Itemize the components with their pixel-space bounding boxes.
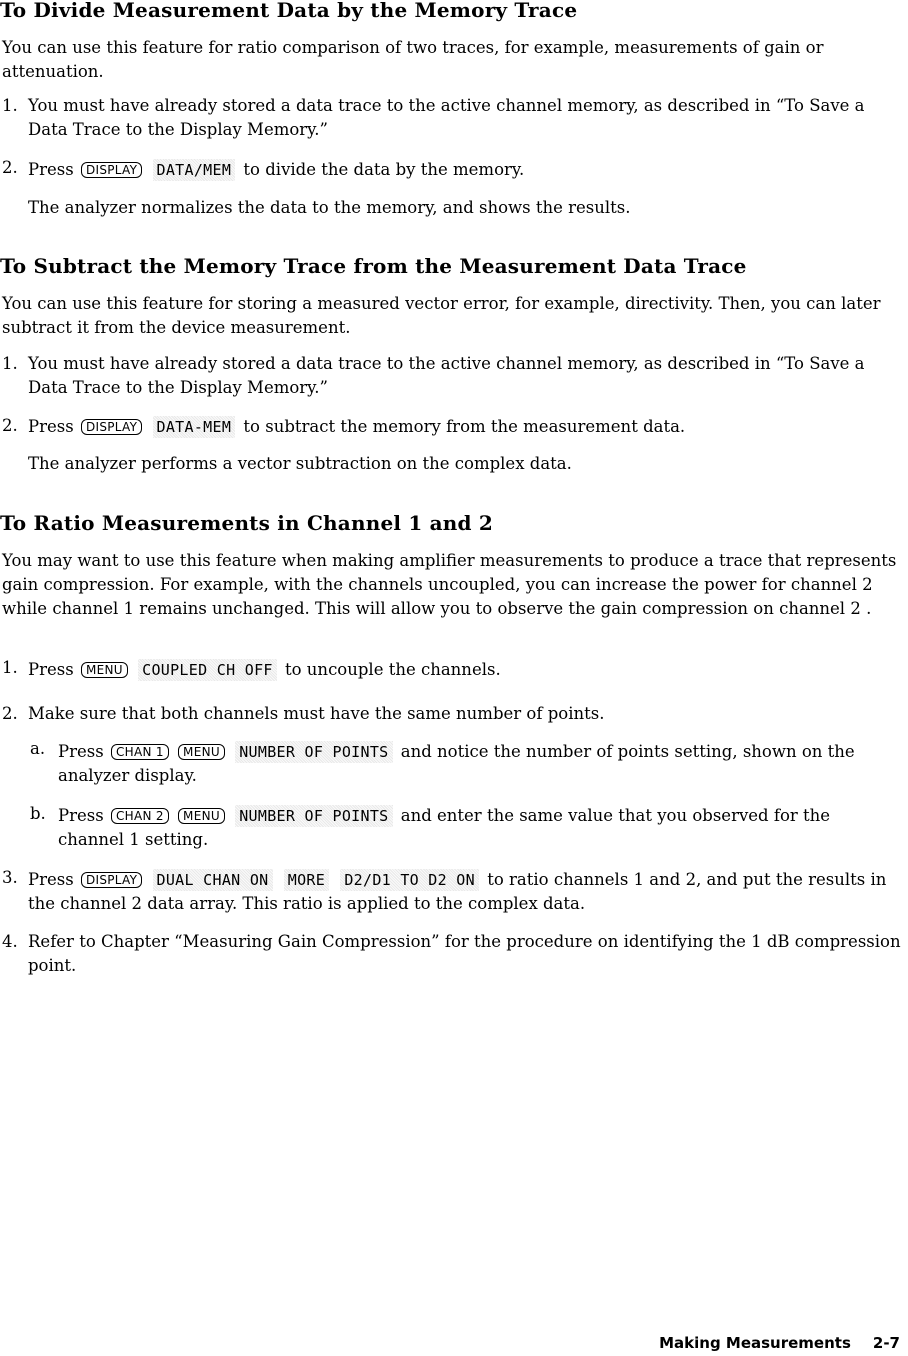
step-instruction xyxy=(28,415,904,439)
step-result: The analyzer performs a vector subtraction on the complex data. xyxy=(28,454,572,473)
step-number: 1. xyxy=(2,658,18,677)
step-number: 1. xyxy=(2,354,18,373)
step-text: to divide the data by the memory. xyxy=(243,160,525,179)
footer-chapter-title: Making Measurements xyxy=(659,1334,851,1352)
substep-text: and notice the number of points setting, shown on the analyzer display. xyxy=(58,742,855,785)
menu-hardkey[interactable]: MENU xyxy=(178,808,225,824)
press-label: Press xyxy=(28,417,74,436)
display-hardkey[interactable]: DISPLAY xyxy=(81,419,142,435)
step-text: to subtract the memory from the measurement data. xyxy=(243,417,686,436)
step-number: 3. xyxy=(2,868,18,887)
step-text: Refer to Chapter “Measuring Gain Compression” for the procedure on identifying the 1 dB compression point. xyxy=(28,932,901,975)
step-number: 2. xyxy=(2,704,18,723)
section-heading-divide: To Divide Measurement Data by the Memory Trace xyxy=(0,0,578,22)
data-minus-mem-softkey[interactable]: DATA-MEM xyxy=(153,416,236,438)
press-label: Press xyxy=(28,870,74,889)
step-instruction xyxy=(28,158,904,182)
step-number: 2. xyxy=(2,158,18,177)
menu-hardkey[interactable]: MENU xyxy=(81,662,128,678)
substep-instruction xyxy=(58,740,908,788)
step-text: to ratio channels 1 and 2, and put the results in the channel 2 data array. This ratio is applied to the complex data. xyxy=(28,870,887,913)
section-intro: You can use this feature for storing a measured vector error, for example, directivity. Then, you can later subtract it from the device measurement. xyxy=(2,294,881,337)
step-text: to uncouple the channels. xyxy=(285,660,501,679)
page-footer xyxy=(659,1334,900,1352)
substep-letter: a. xyxy=(30,739,46,758)
press-label: Press xyxy=(58,742,104,761)
number-of-points-softkey[interactable]: NUMBER OF POINTS xyxy=(235,805,392,827)
display-hardkey[interactable]: DISPLAY xyxy=(81,872,142,888)
section-intro: You can use this feature for ratio comparison of two traces, for example, measurements of gain or attenuation. xyxy=(2,38,824,81)
page-number: 2-7 xyxy=(872,1334,900,1352)
step-number: 2. xyxy=(2,416,18,435)
step-number: 4. xyxy=(2,932,18,951)
step-number: 1. xyxy=(2,96,18,115)
press-label: Press xyxy=(28,160,74,179)
substep-text: and enter the same value that you observed for the channel 1 setting. xyxy=(58,806,831,849)
step-text: Make sure that both channels must have the same number of points. xyxy=(28,704,605,723)
chan-2-hardkey[interactable]: CHAN 2 xyxy=(111,808,169,824)
section-heading-subtract: To Subtract the Memory Trace from the Measurement Data Trace xyxy=(0,254,747,278)
coupled-ch-off-softkey[interactable]: COUPLED CH OFF xyxy=(138,659,277,681)
d2-d1-to-d2-on-softkey[interactable]: D2/D1 TO D2 ON xyxy=(340,869,479,891)
menu-hardkey[interactable]: MENU xyxy=(178,744,225,760)
chan-1-hardkey[interactable]: CHAN 1 xyxy=(111,744,169,760)
step-text: You must have already stored a data trace to the active channel memory, as described in “To Save a Data Trace to the Display Memory.” xyxy=(28,96,865,139)
substep-letter: b. xyxy=(30,804,46,823)
step-instruction xyxy=(28,868,904,916)
more-softkey[interactable]: MORE xyxy=(284,869,329,891)
press-label: Press xyxy=(28,660,74,679)
section-heading-ratio: To Ratio Measurements in Channel 1 and 2 xyxy=(0,511,493,535)
step-result: The analyzer normalizes the data to the memory, and shows the results. xyxy=(28,198,631,217)
section-intro: You may want to use this feature when making amplifier measurements to produce a trace that represents gain compression. For example, with the channels uncoupled, you can increase the power for channel 2 while channel 1 remains unchanged. This will allow you to observe the gain compression on channel 2 . xyxy=(2,551,897,618)
dual-chan-on-softkey[interactable]: DUAL CHAN ON xyxy=(153,869,273,891)
number-of-points-softkey[interactable]: NUMBER OF POINTS xyxy=(235,741,392,763)
data-div-mem-softkey[interactable]: DATA/MEM xyxy=(153,159,236,181)
press-label: Press xyxy=(58,806,104,825)
substep-instruction xyxy=(58,804,888,852)
step-instruction xyxy=(28,658,904,682)
display-hardkey[interactable]: DISPLAY xyxy=(81,162,142,178)
step-text: You must have already stored a data trace to the active channel memory, as described in “To Save a Data Trace to the Display Memory.” xyxy=(28,354,865,397)
